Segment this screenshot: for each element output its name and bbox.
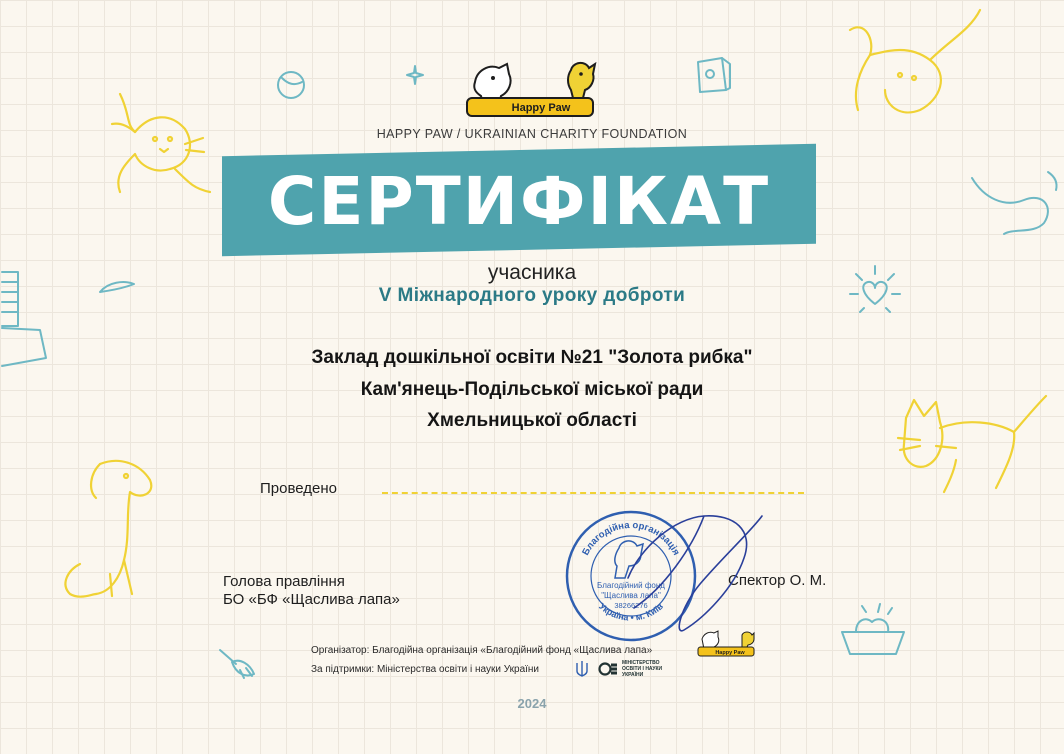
svg-text:Happy Paw: Happy Paw — [715, 650, 745, 656]
ball-icon — [274, 68, 308, 102]
cat-doodle-top-right — [830, 0, 990, 140]
star-sparkle-icon — [404, 64, 426, 86]
happy-paw-logo — [463, 60, 603, 120]
held-date-line — [382, 492, 804, 494]
ministry-logo-icon — [598, 659, 618, 679]
svg-text:38266276: 38266276 — [614, 601, 648, 610]
svg-text:Благодійна організація: Благодійна організація — [580, 519, 682, 558]
ministry-logo-text: МІНІСТЕРСТВО ОСВІТИ І НАУКИ УКРАЇНИ — [622, 660, 663, 678]
cat-doodle-top-left — [100, 84, 220, 204]
certificate-title: СЕРТИФІКАТ — [267, 163, 771, 240]
signer-position-line: Голова правління — [223, 573, 345, 590]
dog-doodle-left — [40, 444, 170, 604]
recipient-line: Кам'янець-Подільської міської ради — [360, 379, 704, 400]
signer-name: Спектор О. М. — [728, 572, 827, 589]
string-toy-icon — [964, 168, 1062, 240]
event-name: V Міжнародного уроку доброти — [378, 285, 686, 306]
svg-text:Happy Paw: Happy Paw — [511, 102, 571, 114]
svg-text:"Щаслива лапа": "Щаслива лапа" — [601, 591, 661, 600]
food-bag-icon — [690, 52, 734, 96]
foundation-name: HAPPY PAW / UKRAINIAN CHARITY FOUNDATION — [376, 127, 688, 141]
brush-icon — [214, 644, 262, 684]
cat-doodle-right — [896, 388, 1056, 498]
svg-text:Благодійний фонд: Благодійний фонд — [597, 581, 665, 590]
trident-icon — [575, 660, 589, 678]
support-line: За підтримки: Міністерства освіти і науки України — [311, 664, 540, 675]
svg-text:Україна • м. Київ: Україна • м. Київ — [597, 601, 665, 623]
handwritten-signature — [604, 508, 764, 636]
signer-position-line: БО «БФ «Щаслива лапа» — [223, 591, 400, 608]
happy-paw-small-logo — [696, 629, 756, 657]
recipient-line: Хмельницької області — [427, 410, 637, 431]
organizer-line: Організатор: Благодійна організація «Благодійний фонд «Щаслива лапа» — [311, 645, 653, 656]
year: 2024 — [517, 696, 547, 711]
food-bowl-icon — [836, 598, 910, 662]
held-label: Проведено — [260, 480, 337, 497]
certificate-subtitle: учасника — [487, 261, 577, 284]
recipient-line: Заклад дошкільної освіти №21 "Золота рибка" — [311, 347, 753, 368]
